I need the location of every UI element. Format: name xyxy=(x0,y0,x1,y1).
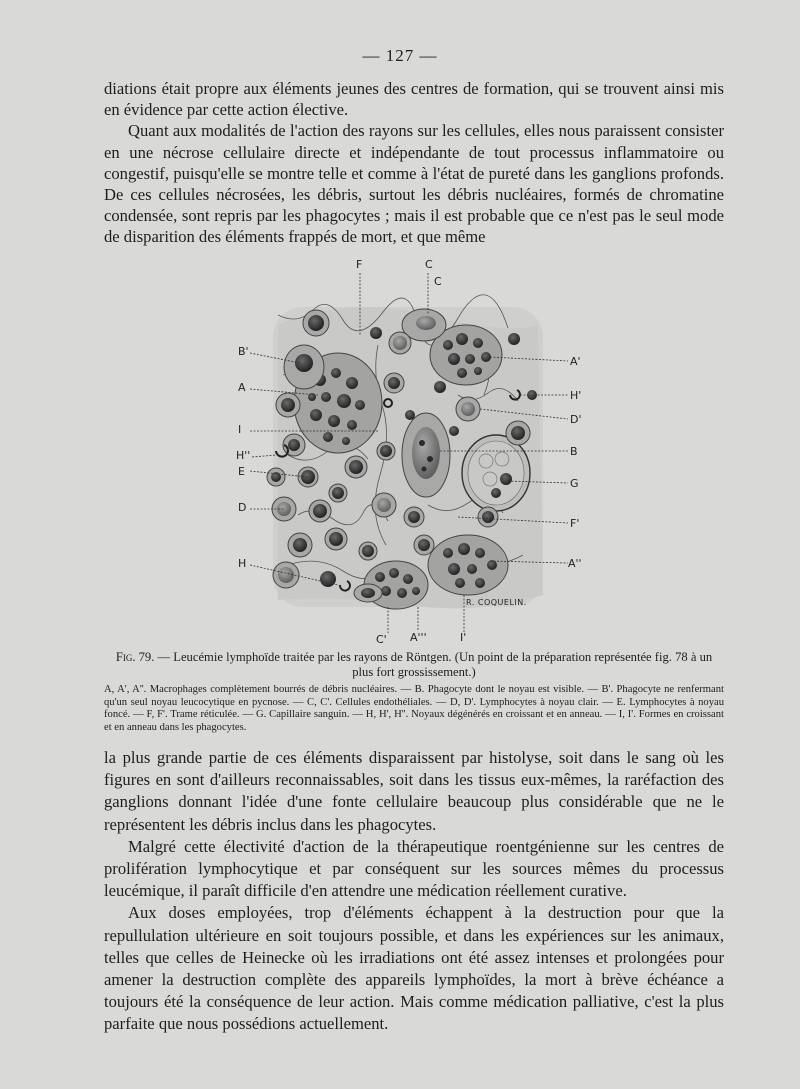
figure-number: Fig. 79. xyxy=(115,650,155,664)
label-c: C xyxy=(425,258,433,271)
label-h: H xyxy=(238,557,247,570)
label-e: E xyxy=(238,465,245,478)
figure-legend: A, A', A''. Macrophages complètement bourrés de débris nucléaires. — B. Phagocyte dont le noyau est visible. — B'. Phagocyte ne renfermant qu'un seul noyau leucocytique en pycnose. — C, C'. Cellules endothéliales. — D, D'. Lymphocytes à noyau clair. — E. Lymphocytes à noyau foncé. — F, F'. Trame réticulée. — G. Capillaire sanguin. — H, H', H''. Noyaux dégénérés en croissant et en anneau. — I, I'. Formes en croissant et en anneau dans les phagocytes. xyxy=(104,684,724,733)
phagocyte-b xyxy=(402,413,450,497)
label-i: I xyxy=(238,423,242,436)
label-h-double-prime: H'' xyxy=(236,449,251,462)
label-g: G xyxy=(570,477,579,490)
page-number: — 127 — xyxy=(362,46,438,65)
label-a-prime: A' xyxy=(570,355,581,368)
artist-signature: R. COQUELIN. xyxy=(466,598,527,607)
label-d-prime: D' xyxy=(570,413,582,426)
histology-illustration xyxy=(228,255,584,650)
label-h-prime: H' xyxy=(570,389,582,402)
macrophage-a-double-prime xyxy=(428,535,508,595)
phagocyte-b-prime xyxy=(284,345,324,389)
figure-caption xyxy=(104,650,724,680)
figure-title: — Leucémie lymphoïde traitée par les rayons de Röntgen. (Un point de la préparation représentée fig. 78 à un plus fort grossissement.) xyxy=(157,650,713,679)
capillary-g xyxy=(462,435,530,511)
paragraph: Quant aux modalités de l'action des rayons sur les cellules, elles nous paraissent consister en une nécrose cellulaire directe et indépendante de tout processus inflammatoire ou congestif, puisqu'elle se montre telle et comme à l'état de pureté dans les ganglions profonds. De ces cellules nécrosées, les débris, surtout les débris nucléaires, formés de chromatine condensée, sont repris par les phagocytes ; mais il est probable que ce n'est pas le seul mode de disparition des éléments frappés de mort, et que même xyxy=(104,121,724,247)
label-a-double-prime: A'' xyxy=(568,557,582,570)
label-c-prime: C' xyxy=(376,633,387,646)
label-i-prime: I' xyxy=(460,631,467,644)
label-f: F xyxy=(356,258,363,271)
label-d: D xyxy=(238,501,247,514)
paragraph: la plus grande partie de ces éléments disparaissent par histolyse, soit dans le sang où les figures en sont d'ailleurs reconnaissables, soit dans les tissus eux-mêmes, la raréfaction des ganglions donnant l'idée d'une fonte cellulaire beaucoup plus considérable que ne le représentent les débris inclus dans les phagocytes. xyxy=(104,748,724,834)
paragraph: Malgré cette électivité d'action de la thérapeutique roentgénienne sur les centres de prolifération lymphocytique et par conséquent sur les sources mêmes du processus leucémique, il paraît difficile d'en attendre une médication réellement curative. xyxy=(104,836,724,901)
label-c-inner: C xyxy=(434,275,442,288)
endothelial-cell-c-prime xyxy=(354,584,382,602)
bottom-text-block xyxy=(104,747,724,1036)
label-b-prime: B' xyxy=(238,345,249,358)
label-b: B xyxy=(570,445,578,458)
paragraph: Aux doses employées, trop d'éléments échappent à la destruction pour que la repullulation ultérieure en soit toujours possible, et dans les expériences sur les animaux, telles que celles de Heinecke où les irradiations ont été assez intenses et prolongées pour amener la destruction complète des appareils lymphoïdes, la mort à brève échéance a toujours été la conséquence de leur action. Mais comme médication palliative, c'est la plus parfaite que nous possédions actuellement. xyxy=(104,903,724,1034)
label-f-prime: F' xyxy=(570,517,580,530)
histology-figure xyxy=(228,255,584,650)
label-a-triple-prime: A''' xyxy=(410,631,427,644)
label-a: A xyxy=(238,381,246,394)
paragraph: diations était propre aux éléments jeunes des centres de formation, qui se trouvent ainsi mis en évidence par cette action élective. xyxy=(104,79,724,120)
top-text-block xyxy=(104,78,724,248)
